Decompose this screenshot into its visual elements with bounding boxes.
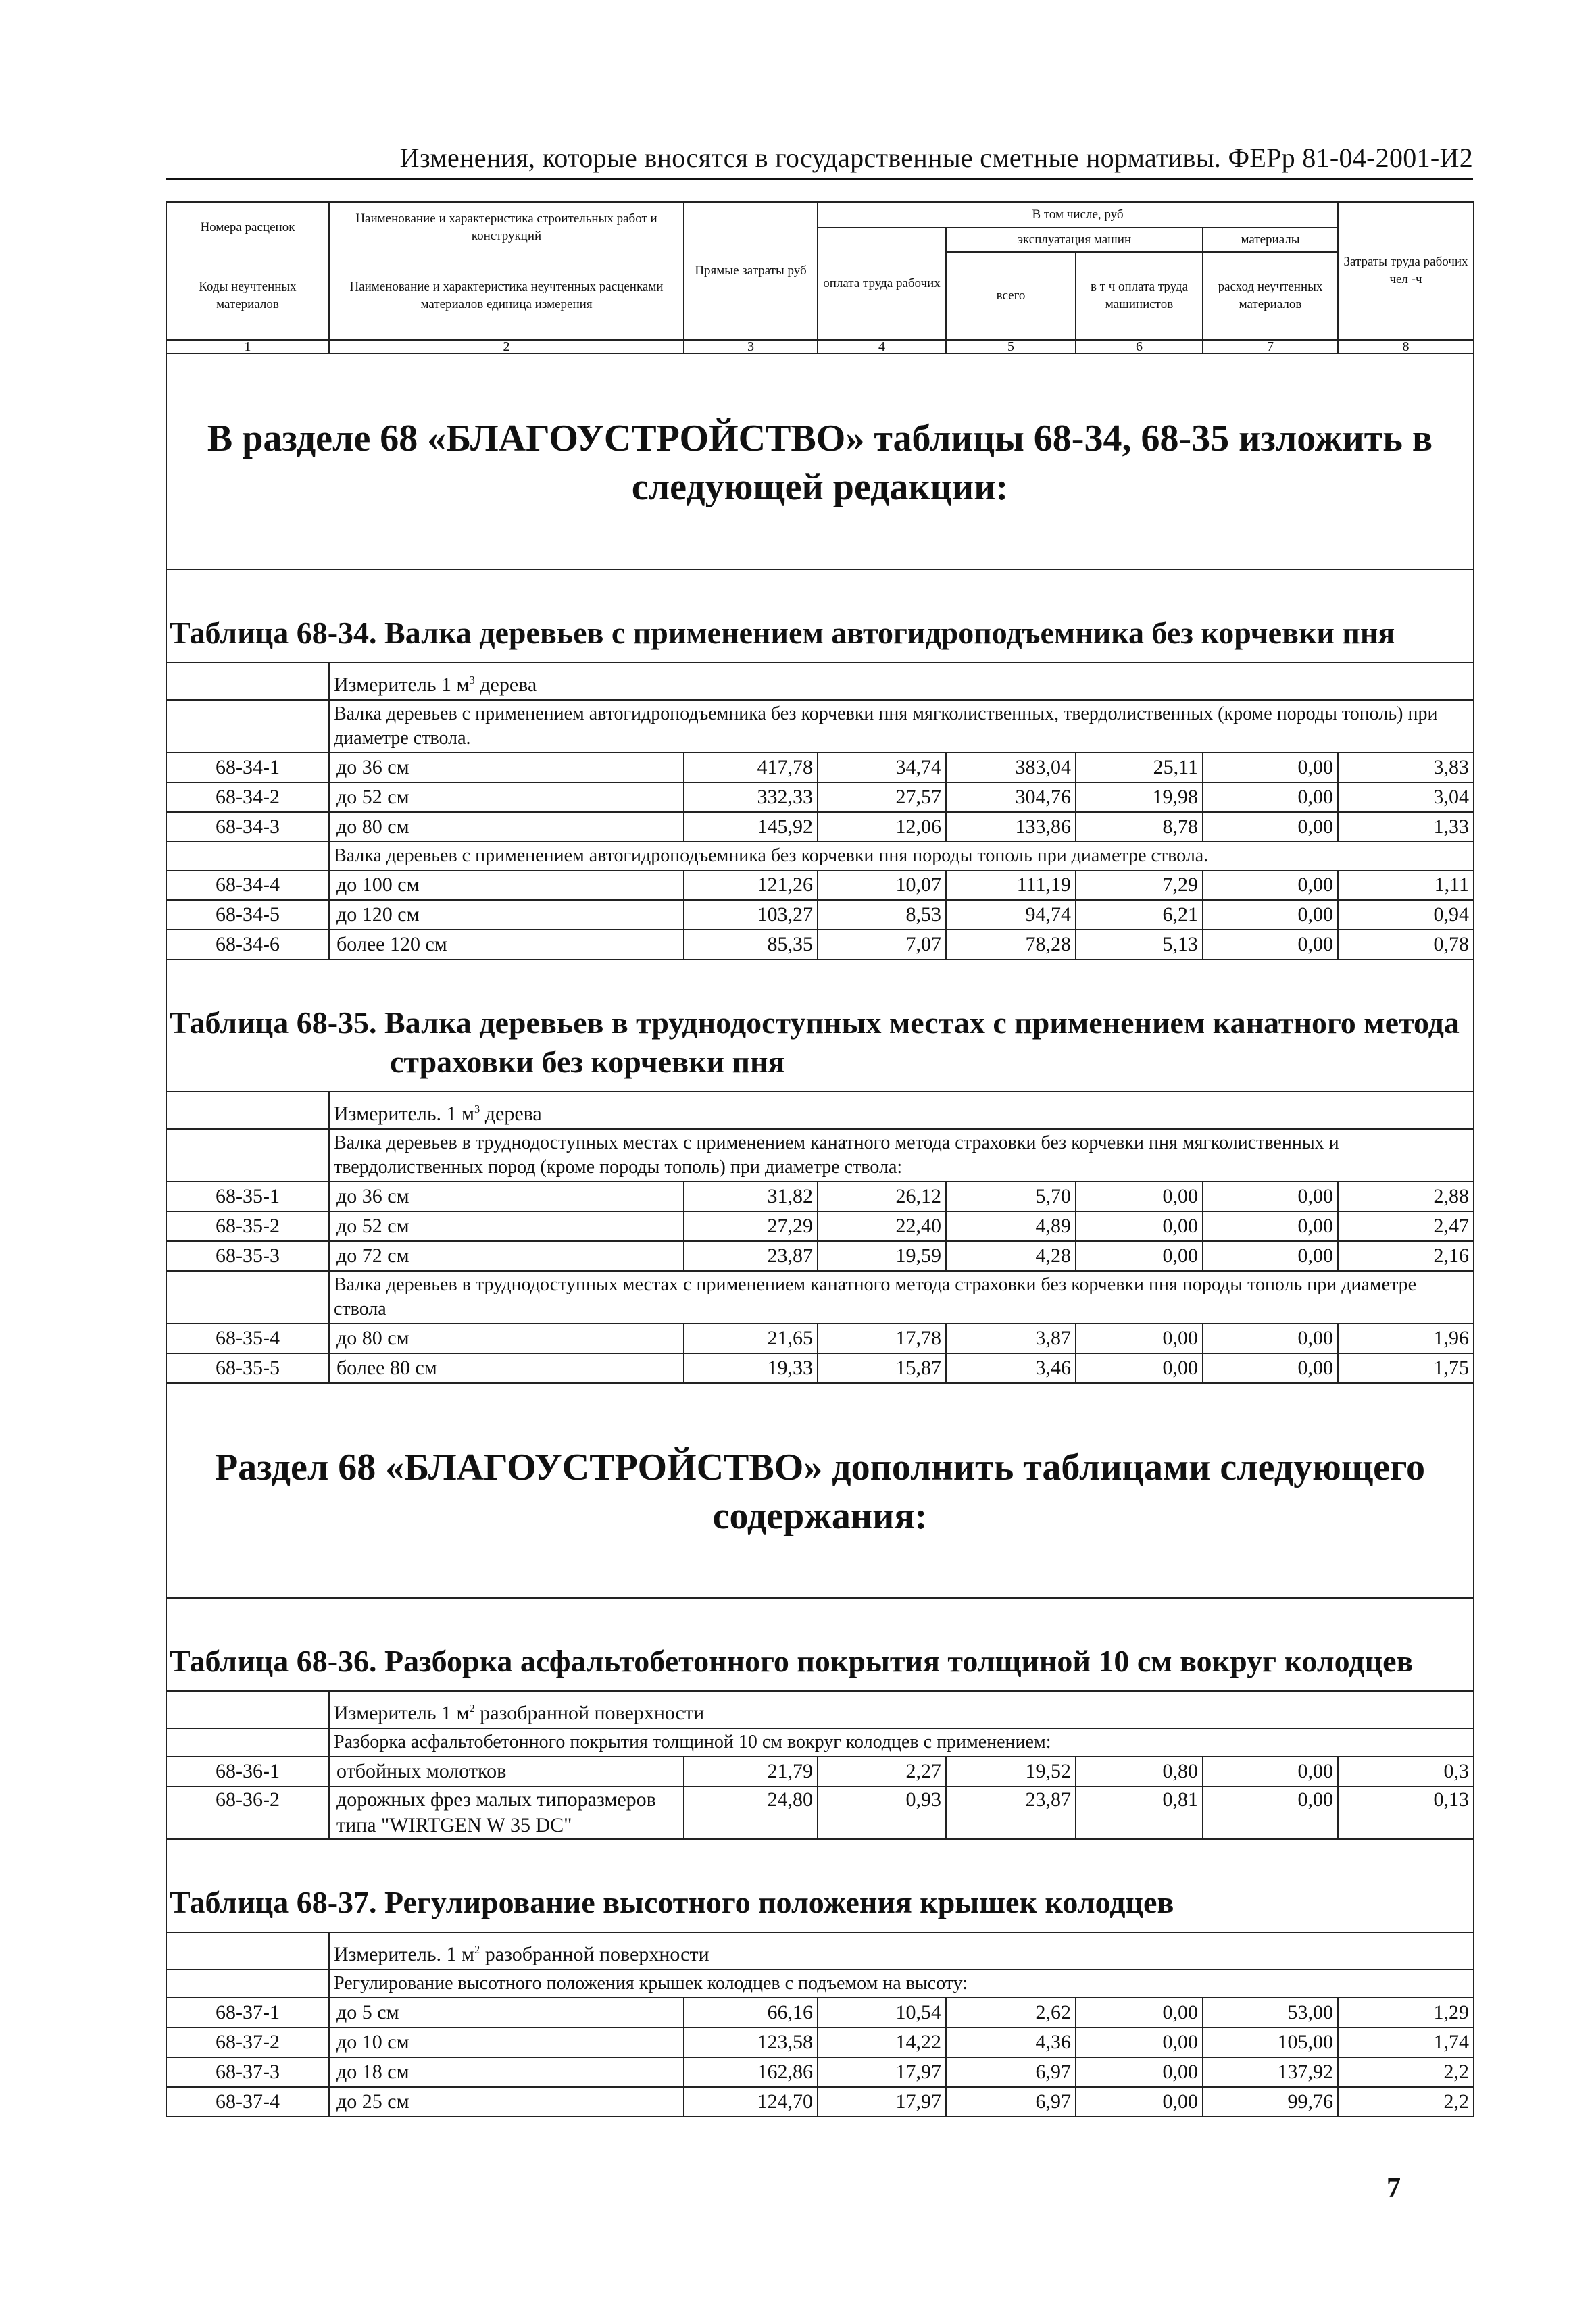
- work-name: отбойных молотков: [329, 1757, 684, 1786]
- machines-total: 6,97: [946, 2087, 1076, 2117]
- col4-header: оплата труда рабочих: [818, 228, 946, 340]
- materials-consumption: 0,00: [1203, 812, 1338, 842]
- measure-exponent: 3: [474, 1103, 480, 1115]
- labor-hours: 0,13: [1338, 1786, 1474, 1839]
- group-description: Валка деревьев в труднодоступных местах с применением канатного метода страховки без корчевки пня породы тополь при диаметре ствола: [329, 1271, 1474, 1324]
- group-description: Валка деревьев в труднодоступных местах с применением канатного метода страховки без корчевки пня мягколиственных и твердолиственных пород (кроме породы тополь) при диаметре ствола:: [329, 1129, 1474, 1182]
- machinists-pay: 0,00: [1076, 1241, 1203, 1271]
- rate-code: 68-35-5: [166, 1353, 329, 1383]
- measure-unit: [329, 1691, 1474, 1728]
- materials-consumption: 0,00: [1203, 1786, 1338, 1839]
- machines-total: 111,19: [946, 870, 1076, 900]
- machines-total: 3,46: [946, 1353, 1076, 1383]
- work-name: до 5 см: [329, 1998, 684, 2028]
- machines-total: 4,89: [946, 1211, 1076, 1241]
- section-note-1: В разделе 68 «БЛАГОУСТРОЙСТВО» таблицы 68-34, 68-35 изложить в следующей редакции:: [166, 353, 1474, 570]
- table-row: [166, 2028, 1474, 2057]
- empty-cell: [166, 1969, 329, 1998]
- direct-cost: 31,82: [684, 1182, 818, 1211]
- materials-consumption: 0,00: [1203, 753, 1338, 782]
- table-row: [166, 1241, 1474, 1271]
- labor-pay: 7,07: [818, 930, 946, 959]
- table-row: [166, 1998, 1474, 2028]
- materials-consumption: 0,00: [1203, 870, 1338, 900]
- work-name: до 18 см: [329, 2057, 684, 2087]
- work-name: до 10 см: [329, 2028, 684, 2057]
- labor-hours: 3,83: [1338, 753, 1474, 782]
- labor-hours: 1,74: [1338, 2028, 1474, 2057]
- labor-pay: 22,40: [818, 1211, 946, 1241]
- empty-cell: [166, 663, 329, 700]
- machinists-pay: 8,78: [1076, 812, 1203, 842]
- labor-pay: 2,27: [818, 1757, 946, 1786]
- labor-hours: 0,3: [1338, 1757, 1474, 1786]
- materials-consumption: 105,00: [1203, 2028, 1338, 2057]
- rate-code: 68-35-4: [166, 1324, 329, 1353]
- rate-code: 68-34-4: [166, 870, 329, 900]
- column-number: 8: [1338, 340, 1474, 353]
- measure-tail: разобранной поверхности: [480, 1943, 709, 1965]
- materials-consumption: 0,00: [1203, 1182, 1338, 1211]
- machines-total: 133,86: [946, 812, 1076, 842]
- machinists-pay: 0,00: [1076, 2028, 1203, 2057]
- table-title-row: [166, 1042, 1474, 1092]
- group-description-row: [166, 842, 1474, 870]
- direct-cost: 27,29: [684, 1211, 818, 1241]
- machines-total: 383,04: [946, 753, 1076, 782]
- work-name: до 120 см: [329, 900, 684, 930]
- materials-consumption: 0,00: [1203, 1353, 1338, 1383]
- table-row: [166, 753, 1474, 782]
- machinists-pay: 0,00: [1076, 1211, 1203, 1241]
- labor-hours: 2,2: [1338, 2087, 1474, 2117]
- materials-consumption: 137,92: [1203, 2057, 1338, 2087]
- table-row: [166, 1757, 1474, 1786]
- direct-cost: 121,26: [684, 870, 818, 900]
- measure-tail: дерева: [480, 1103, 542, 1125]
- machines-total: 4,28: [946, 1241, 1076, 1271]
- table-row: [166, 930, 1474, 959]
- rate-code: 68-37-2: [166, 2028, 329, 2057]
- empty-cell: [166, 1728, 329, 1757]
- machines-total: 2,62: [946, 1998, 1076, 2028]
- direct-cost: 145,92: [684, 812, 818, 842]
- machinists-pay: 19,98: [1076, 782, 1203, 812]
- direct-cost: 23,87: [684, 1241, 818, 1271]
- group-description: Валка деревьев с применением автогидроподъемника без корчевки пня породы тополь при диаметре ствола.: [329, 842, 1474, 870]
- labor-pay: 17,97: [818, 2057, 946, 2087]
- machinists-pay: 0,81: [1076, 1786, 1203, 1839]
- labor-hours: 2,88: [1338, 1182, 1474, 1211]
- direct-cost: 123,58: [684, 2028, 818, 2057]
- labor-pay: 34,74: [818, 753, 946, 782]
- materials-consumption: 0,00: [1203, 1757, 1338, 1786]
- measure-row: [166, 1092, 1474, 1129]
- rate-code: 68-37-1: [166, 1998, 329, 2028]
- col8-header: Затраты труда рабочих чел -ч: [1338, 202, 1474, 340]
- direct-cost: 24,80: [684, 1786, 818, 1839]
- labor-hours: 0,78: [1338, 930, 1474, 959]
- work-name: до 36 см: [329, 753, 684, 782]
- rate-code: 68-34-6: [166, 930, 329, 959]
- materials-consumption: 53,00: [1203, 1998, 1338, 2028]
- machinists-pay: 0,00: [1076, 1182, 1203, 1211]
- materials-consumption: 0,00: [1203, 1324, 1338, 1353]
- table-title: Таблица 68-35. Валка деревьев в труднодоступных местах с применением канатного метода: [166, 959, 1474, 1042]
- work-name: более 120 см: [329, 930, 684, 959]
- machinists-pay: 0,80: [1076, 1757, 1203, 1786]
- group-description: Валка деревьев с применением автогидроподъемника без корчевки пня мягколиственных, твердолиственных (кроме породы тополь) при диаметре ствола.: [329, 700, 1474, 753]
- labor-pay: 19,59: [818, 1241, 946, 1271]
- column-numbers-row: [166, 340, 1474, 353]
- measure-exponent: 3: [469, 674, 475, 686]
- machinists-pay: 6,21: [1076, 900, 1203, 930]
- table-title: Таблица 68-37. Регулирование высотного положения крышек колодцев: [166, 1839, 1474, 1932]
- measure-text: Измеритель. 1 м: [334, 1943, 475, 1965]
- work-name: до 52 см: [329, 782, 684, 812]
- labor-hours: 1,29: [1338, 1998, 1474, 2028]
- group-description-row: [166, 1129, 1474, 1182]
- labor-pay: 10,54: [818, 1998, 946, 2028]
- section-note-2: Раздел 68 «БЛАГОУСТРОЙСТВО» дополнить таблицами следующего содержания:: [166, 1383, 1474, 1598]
- direct-cost: 124,70: [684, 2087, 818, 2117]
- labor-pay: 14,22: [818, 2028, 946, 2057]
- included-header: В том числе, руб: [818, 202, 1338, 228]
- work-name: дорожных фрез малых типоразмеров типа "WIRTGEN W 35 DC": [329, 1786, 684, 1839]
- table-row: [166, 870, 1474, 900]
- direct-cost: 19,33: [684, 1353, 818, 1383]
- machines-total: 78,28: [946, 930, 1076, 959]
- measure-exponent: 2: [474, 1943, 480, 1956]
- rate-code: 68-35-2: [166, 1211, 329, 1241]
- labor-hours: 3,04: [1338, 782, 1474, 812]
- group-description-row: [166, 1271, 1474, 1324]
- labor-pay: 27,57: [818, 782, 946, 812]
- empty-cell: [166, 1691, 329, 1728]
- table-row: [166, 2087, 1474, 2117]
- machinists-pay: 5,13: [1076, 930, 1203, 959]
- column-number: 3: [684, 340, 818, 353]
- col2-header-bottom: Наименование и характеристика неучтенных расценками материалов единица измерения: [329, 252, 684, 340]
- rate-code: 68-34-5: [166, 900, 329, 930]
- machines-header: эксплуатация машин: [946, 228, 1203, 252]
- labor-pay: 0,93: [818, 1786, 946, 1839]
- machinists-pay: 0,00: [1076, 1998, 1203, 2028]
- machinists-pay: 0,00: [1076, 1353, 1203, 1383]
- table-row: [166, 812, 1474, 842]
- direct-cost: 21,65: [684, 1324, 818, 1353]
- labor-hours: 2,47: [1338, 1211, 1474, 1241]
- group-description: Разборка асфальтобетонного покрытия толщиной 10 см вокруг колодцев с применением:: [329, 1728, 1474, 1757]
- table-title-row: [166, 959, 1474, 1042]
- machinists-pay: 7,29: [1076, 870, 1203, 900]
- labor-hours: 1,75: [1338, 1353, 1474, 1383]
- labor-hours: 2,2: [1338, 2057, 1474, 2087]
- table-title: Таблица 68-34. Валка деревьев с применением автогидроподъемника без корчевки пня: [166, 570, 1474, 663]
- measure-tail: дерева: [474, 674, 537, 696]
- rate-code: 68-35-3: [166, 1241, 329, 1271]
- table-68-36: [166, 1598, 1474, 1839]
- table-row: [166, 1211, 1474, 1241]
- rate-code: 68-37-4: [166, 2087, 329, 2117]
- direct-cost: 21,79: [684, 1757, 818, 1786]
- group-description-row: [166, 1969, 1474, 1998]
- measure-row: [166, 1691, 1474, 1728]
- measure-unit: [329, 663, 1474, 700]
- table-row: [166, 1182, 1474, 1211]
- measure-row: [166, 663, 1474, 700]
- table-title-row: [166, 1598, 1474, 1691]
- labor-hours: 0,94: [1338, 900, 1474, 930]
- col5-header: всего: [946, 252, 1076, 340]
- table-68-35: [166, 959, 1474, 1383]
- labor-hours: 1,33: [1338, 812, 1474, 842]
- measure-exponent: 2: [469, 1702, 475, 1715]
- col2-header-top: Наименование и характеристика строительных работ и конструкций: [329, 202, 684, 252]
- materials-consumption: 0,00: [1203, 900, 1338, 930]
- document-header: Изменения, которые вносятся в государственные сметные нормативы. ФЕРр 81-04-2001-И2: [399, 143, 1473, 173]
- machines-total: 3,87: [946, 1324, 1076, 1353]
- group-description-row: [166, 1728, 1474, 1757]
- table-row: [166, 1786, 1474, 1839]
- direct-cost: 417,78: [684, 753, 818, 782]
- table-title-row: [166, 1839, 1474, 1932]
- machines-total: 6,97: [946, 2057, 1076, 2087]
- empty-cell: [166, 700, 329, 753]
- machines-total: 5,70: [946, 1182, 1076, 1211]
- measure-text: Измеритель 1 м: [334, 674, 470, 696]
- measure-text: Измеритель 1 м: [334, 1702, 470, 1724]
- work-name: до 80 см: [329, 1324, 684, 1353]
- table-row: [166, 900, 1474, 930]
- group-description-row: [166, 700, 1474, 753]
- rate-code: 68-36-2: [166, 1786, 329, 1839]
- estimate-table: [166, 201, 1474, 2117]
- labor-pay: 26,12: [818, 1182, 946, 1211]
- col3-header: Прямые затраты руб: [684, 202, 818, 340]
- labor-pay: 17,97: [818, 2087, 946, 2117]
- direct-cost: 66,16: [684, 1998, 818, 2028]
- table-row: [166, 1324, 1474, 1353]
- labor-hours: 1,96: [1338, 1324, 1474, 1353]
- direct-cost: 103,27: [684, 900, 818, 930]
- labor-pay: 8,53: [818, 900, 946, 930]
- machines-total: 4,36: [946, 2028, 1076, 2057]
- machinists-pay: 0,00: [1076, 2057, 1203, 2087]
- work-name: до 52 см: [329, 1211, 684, 1241]
- table-row: [166, 2057, 1474, 2087]
- materials-consumption: 0,00: [1203, 1241, 1338, 1271]
- col1-header-top: Номера расценок: [166, 202, 329, 252]
- measure-text: Измеритель. 1 м: [334, 1103, 475, 1125]
- machines-total: 23,87: [946, 1786, 1076, 1839]
- materials-consumption: 0,00: [1203, 782, 1338, 812]
- direct-cost: 85,35: [684, 930, 818, 959]
- rate-code: 68-34-1: [166, 753, 329, 782]
- labor-pay: 10,07: [818, 870, 946, 900]
- group-description: Регулирование высотного положения крышек колодцев с подъемом на высоту:: [329, 1969, 1474, 1998]
- materials-consumption: 0,00: [1203, 1211, 1338, 1241]
- empty-cell: [166, 1129, 329, 1182]
- rate-code: 68-37-3: [166, 2057, 329, 2087]
- table-title-row: [166, 570, 1474, 663]
- rate-code: 68-36-1: [166, 1757, 329, 1786]
- materials-consumption: 99,76: [1203, 2087, 1338, 2117]
- col7-header: расход неучтенных материалов: [1203, 252, 1338, 340]
- header-rule: [166, 178, 1473, 180]
- machines-total: 304,76: [946, 782, 1076, 812]
- table-row: [166, 1353, 1474, 1383]
- table-title: Таблица 68-36. Разборка асфальтобетонного покрытия толщиной 10 см вокруг колодцев: [166, 1598, 1474, 1691]
- labor-hours: 2,16: [1338, 1241, 1474, 1271]
- empty-cell: [166, 1932, 329, 1969]
- work-name: до 100 см: [329, 870, 684, 900]
- column-number: 6: [1076, 340, 1203, 353]
- work-name: до 36 см: [329, 1182, 684, 1211]
- empty-cell: [166, 842, 329, 870]
- column-number: 5: [946, 340, 1076, 353]
- machinists-pay: 0,00: [1076, 2087, 1203, 2117]
- measure-unit: [329, 1932, 1474, 1969]
- rate-code: 68-34-2: [166, 782, 329, 812]
- page-number: 7: [1387, 2173, 1401, 2204]
- work-name: до 80 см: [329, 812, 684, 842]
- column-number: 4: [818, 340, 946, 353]
- labor-pay: 17,78: [818, 1324, 946, 1353]
- direct-cost: 332,33: [684, 782, 818, 812]
- rate-code: 68-35-1: [166, 1182, 329, 1211]
- table-68-37: [166, 1839, 1474, 2117]
- measure-row: [166, 1932, 1474, 1969]
- column-number: 1: [166, 340, 329, 353]
- rate-code: 68-34-3: [166, 812, 329, 842]
- column-number: 2: [329, 340, 684, 353]
- col1-header-bottom: Коды неучтенных материалов: [166, 252, 329, 340]
- table-title: страховки без корчевки пня: [166, 1042, 1474, 1092]
- empty-cell: [166, 1092, 329, 1129]
- work-name: более 80 см: [329, 1353, 684, 1383]
- empty-cell: [166, 1271, 329, 1324]
- table-68-34: [166, 570, 1474, 959]
- labor-pay: 15,87: [818, 1353, 946, 1383]
- labor-hours: 1,11: [1338, 870, 1474, 900]
- machines-total: 19,52: [946, 1757, 1076, 1786]
- work-name: до 72 см: [329, 1241, 684, 1271]
- column-number: 7: [1203, 340, 1338, 353]
- machinists-pay: 25,11: [1076, 753, 1203, 782]
- col6-header: в т ч оплата труда машинистов: [1076, 252, 1203, 340]
- labor-pay: 12,06: [818, 812, 946, 842]
- direct-cost: 162,86: [684, 2057, 818, 2087]
- measure-unit: [329, 1092, 1474, 1129]
- materials-consumption: 0,00: [1203, 930, 1338, 959]
- measure-tail: разобранной поверхности: [474, 1702, 705, 1724]
- machinists-pay: 0,00: [1076, 1324, 1203, 1353]
- table-row: [166, 782, 1474, 812]
- work-name: до 25 см: [329, 2087, 684, 2117]
- machines-total: 94,74: [946, 900, 1076, 930]
- materials-header: материалы: [1203, 228, 1338, 252]
